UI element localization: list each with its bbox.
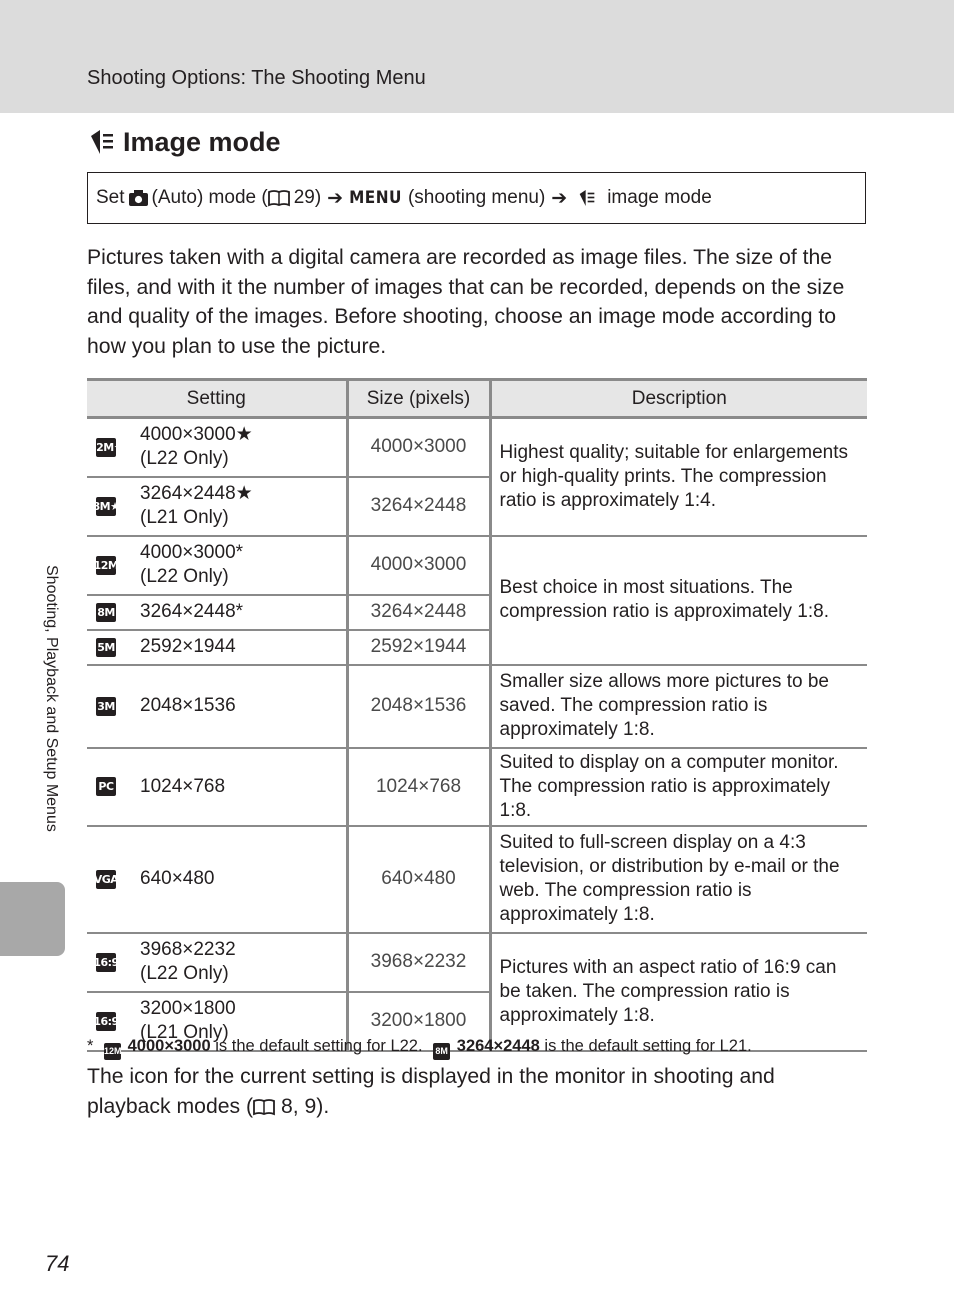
menu-path-box bbox=[87, 172, 866, 224]
menu-button-label: MENU bbox=[349, 188, 402, 208]
header-setting: Setting bbox=[87, 380, 347, 418]
footnote-default-l21: 3264×2448 bbox=[456, 1037, 540, 1055]
table-row bbox=[87, 933, 867, 992]
table-row bbox=[87, 418, 867, 477]
setting-cell bbox=[87, 748, 347, 826]
description-cell: Highest quality; suitable for enlargements or high-quality prints. The compression ratio is approximately 1:4. bbox=[490, 418, 867, 536]
setting-value: 640×480 bbox=[140, 868, 215, 889]
nav-set-text: Set bbox=[96, 187, 125, 208]
size-cell: 2048×1536 bbox=[347, 665, 490, 748]
setting-model: (L21 Only) bbox=[140, 1022, 229, 1043]
setting-value: 4000×3000★ bbox=[140, 424, 253, 446]
setting-value: 2048×1536 bbox=[140, 695, 236, 716]
header-size: Size (pixels) bbox=[347, 380, 490, 418]
closing-paragraph bbox=[87, 1062, 847, 1122]
image-mode-table bbox=[87, 378, 867, 1052]
size-cell: 1024×768 bbox=[347, 748, 490, 826]
nav-auto-text: (Auto) mode ( bbox=[151, 187, 268, 208]
size-cell: 3264×2448 bbox=[347, 595, 490, 630]
image-mode-8m-icon: 8M bbox=[433, 1043, 450, 1060]
setting-model: (L22 Only) bbox=[140, 448, 229, 470]
table-footnote bbox=[87, 1037, 752, 1060]
setting-value: 2592×1944 bbox=[140, 636, 236, 657]
table-row bbox=[87, 826, 867, 933]
description-cell: Pictures with an aspect ratio of 16:9 can be taken. The compression ratio is approximately 1:8. bbox=[490, 933, 867, 1051]
closing-text: The icon for the current setting is displayed in the monitor in shooting and playback modes ( bbox=[87, 1065, 775, 1118]
setting-cell bbox=[87, 595, 347, 630]
nav-ref-text: 29) bbox=[293, 187, 322, 208]
side-section-label: Shooting, Playback and Setup Menus bbox=[43, 565, 60, 832]
setting-cell bbox=[87, 630, 347, 665]
intro-paragraph: Pictures taken with a digital camera are recorded as image files. The size of the files, and with it the number of images that can be recorded, depends on the size and quality of the images. Before shooting, choose an image mode according to how you plan to use the picture. bbox=[87, 246, 845, 359]
page-title bbox=[87, 122, 281, 162]
section-header: Shooting Options: The Shooting Menu bbox=[87, 67, 426, 89]
size-cell: 2592×1944 bbox=[347, 630, 490, 665]
table-header-row bbox=[87, 380, 867, 418]
nav-image-mode-text: image mode bbox=[607, 187, 712, 208]
description-cell: Suited to full-screen display on a 4:3 television, or distribution by e-mail or the web. The compression ratio is approximately 1:8. bbox=[490, 826, 867, 933]
size-cell: 3968×2232 bbox=[347, 933, 490, 992]
camera-icon bbox=[128, 189, 149, 207]
table-row bbox=[87, 748, 867, 826]
footnote-default-l22: 4000×3000 bbox=[127, 1037, 211, 1055]
page-number: 74 bbox=[45, 1251, 70, 1276]
size-cell: 4000×3000 bbox=[347, 536, 490, 595]
setting-cell bbox=[87, 418, 347, 477]
size-cell: 3200×1800 bbox=[347, 992, 490, 1051]
size-cell: 3264×2448 bbox=[347, 477, 490, 536]
setting-cell bbox=[87, 826, 347, 933]
image-mode-icon bbox=[87, 127, 117, 157]
footnote-asterisk: * bbox=[87, 1037, 94, 1055]
description-cell: Best choice in most situations. The compression ratio is approximately 1:8. bbox=[490, 536, 867, 665]
image-mode-16-9-icon: 16:9 bbox=[96, 1012, 116, 1031]
image-mode-pc-icon: PC bbox=[96, 777, 116, 796]
setting-model: (L22 Only) bbox=[140, 566, 229, 587]
size-cell: 4000×3000 bbox=[347, 418, 490, 477]
image-mode-12m-star-icon: 12M★ bbox=[96, 438, 116, 457]
book-reference-icon bbox=[253, 1098, 275, 1116]
setting-cell bbox=[87, 536, 347, 595]
arrow-right-icon: ➔ bbox=[551, 187, 568, 209]
description-cell: Suited to display on a computer monitor. The compression ratio is approximately 1:8. bbox=[490, 748, 867, 826]
footnote-text-l22: is the default setting for L22. bbox=[215, 1037, 423, 1055]
setting-value: 3200×1800 bbox=[140, 998, 236, 1019]
setting-model: (L21 Only) bbox=[140, 507, 229, 528]
image-mode-8m-icon: 8M bbox=[96, 603, 116, 622]
image-mode-5m-icon: 5M bbox=[96, 638, 116, 657]
image-mode-vga-icon: VGA bbox=[96, 870, 116, 889]
setting-value: 3264×2448★ bbox=[140, 483, 253, 504]
table-row bbox=[87, 665, 867, 748]
setting-model: (L22 Only) bbox=[140, 963, 229, 984]
image-mode-icon bbox=[576, 188, 598, 208]
setting-cell bbox=[87, 933, 347, 992]
closing-ref: 8, 9). bbox=[280, 1095, 330, 1118]
header-description: Description bbox=[490, 380, 867, 418]
setting-cell bbox=[87, 477, 347, 536]
page-title-text: Image mode bbox=[123, 126, 281, 157]
table-row bbox=[87, 536, 867, 595]
image-mode-12m-icon: 12M bbox=[104, 1043, 121, 1060]
setting-value: 3264×2448* bbox=[140, 601, 244, 622]
arrow-right-icon: ➔ bbox=[327, 187, 344, 209]
description-cell: Smaller size allows more pictures to be saved. The compression ratio is approximately 1:8. bbox=[490, 665, 867, 748]
image-mode-12m-icon: 12M bbox=[96, 556, 116, 575]
image-mode-3m-icon: 3M bbox=[96, 697, 116, 716]
book-reference-icon bbox=[268, 189, 290, 207]
image-mode-16-9-icon: 16:9 bbox=[96, 953, 116, 972]
setting-value: 3968×2232 bbox=[140, 939, 236, 960]
size-cell: 640×480 bbox=[347, 826, 490, 933]
footnote-text-l21: is the default setting for L21. bbox=[544, 1037, 752, 1055]
image-mode-8m-star-icon: 8M★ bbox=[96, 497, 116, 516]
setting-cell bbox=[87, 665, 347, 748]
nav-shooting-menu-text: (shooting menu) bbox=[407, 187, 546, 208]
side-section-tab bbox=[0, 882, 65, 956]
setting-value: 1024×768 bbox=[140, 775, 226, 797]
header-band bbox=[0, 0, 954, 113]
setting-value: 4000×3000* bbox=[140, 542, 244, 563]
